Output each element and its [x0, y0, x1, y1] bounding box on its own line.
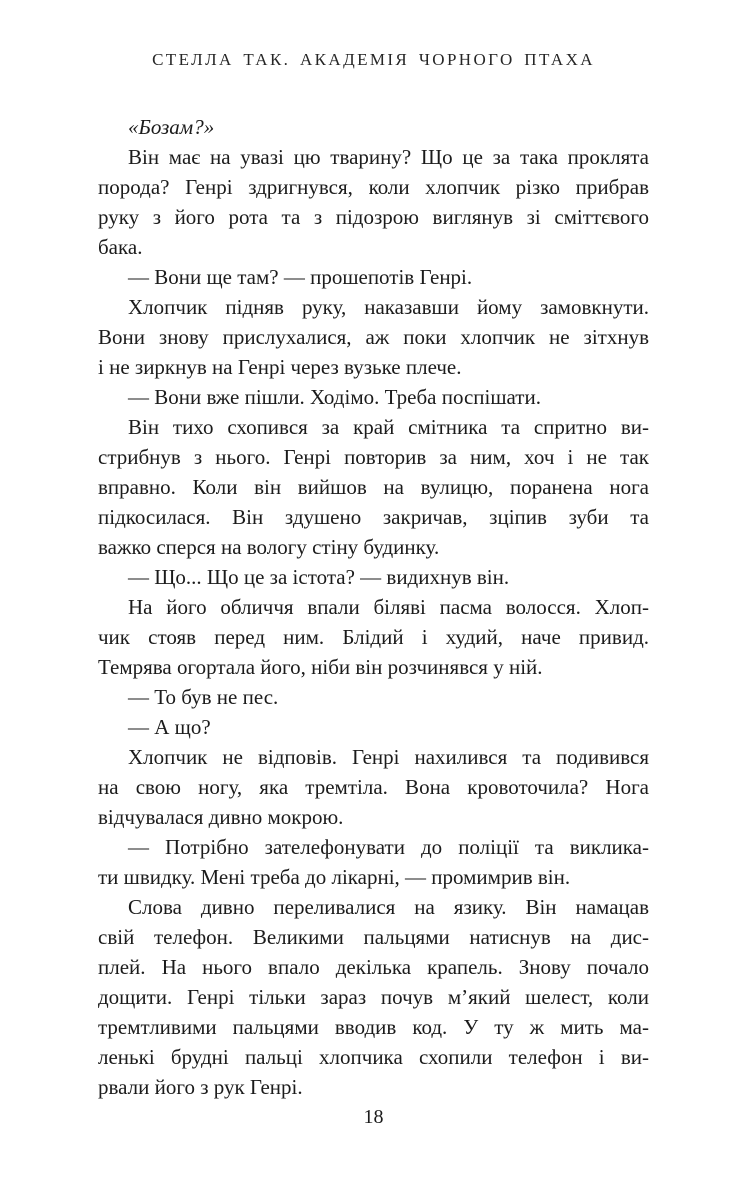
text-line: чик стояв перед ним. Блідий і худий, наче привид. — [98, 625, 649, 649]
text-line: — Що... Що це за істота? — видихнув він. — [128, 565, 510, 589]
text-line: руку з його рота та з підозрою виглянув зі сміттєвого — [98, 205, 649, 229]
text-line: Хлопчик не відповів. Генрі нахилився та подивився — [128, 745, 649, 769]
text-line: Слова дивно переливалися на язику. Він намацав — [128, 895, 649, 919]
paragraph — [98, 742, 649, 832]
paragraph — [98, 712, 649, 742]
text-line: на свою ногу, яка тремтіла. Вона кровоточила? Нога — [98, 775, 649, 799]
text-line: рвали його з рук Генрі. — [98, 1075, 303, 1099]
text-line: Він тихо схопився за край смітника та спритно ви- — [128, 415, 649, 439]
paragraph — [98, 292, 649, 382]
text-line: «Бозам?» — [128, 115, 215, 139]
paragraph — [98, 112, 649, 142]
text-line: ти швидку. Мені треба до лікарні, — промимрив він. — [98, 865, 571, 889]
text-line: підкосилася. Він здушено закричав, зціпив зуби та — [98, 505, 649, 529]
text-line: На його обличчя впали біляві пасма волосся. Хлоп- — [128, 595, 649, 619]
paragraph — [98, 562, 649, 592]
text-line: плей. На нього впало декілька крапель. Знову почало — [98, 955, 649, 979]
text-line: — А що? — [128, 715, 211, 739]
text-line: тремтливими пальцями вводив код. У ту ж мить ма- — [98, 1015, 649, 1039]
paragraph — [98, 892, 649, 1102]
text-line: вправно. Коли він вийшов на вулицю, поранена нога — [98, 475, 649, 499]
text-line: дощити. Генрі тільки зараз почув м’який шелест, коли — [98, 985, 649, 1009]
text-line: важко сперся на вологу стіну будинку. — [98, 535, 440, 559]
text-line: бака. — [98, 235, 143, 259]
text-line: Вони знову прислухалися, аж поки хлопчик не зітхнув — [98, 325, 649, 349]
text-line: — Вони вже пішли. Ходімо. Треба поспішати. — [128, 385, 541, 409]
text-line: Темрява огортала його, ніби він розчинявся у ній. — [98, 655, 543, 679]
text-line: стрибнув з нього. Генрі повторив за ним, хоч і не так — [98, 445, 649, 469]
text-block — [98, 112, 649, 1102]
paragraph — [98, 592, 649, 682]
paragraph — [98, 412, 649, 562]
text-line: відчувалася дивно мокрою. — [98, 805, 344, 829]
page-number: 18 — [363, 1106, 384, 1128]
text-line: Хлопчик підняв руку, наказавши йому замовкнути. — [128, 295, 649, 319]
text-line: Він має на увазі цю тварину? Що це за така проклята — [128, 145, 649, 169]
text-line: — Потрібно зателефонувати до поліції та виклика- — [128, 835, 649, 859]
text-line: і не зиркнув на Генрі через вузьке плече. — [98, 355, 462, 379]
paragraph — [98, 262, 649, 292]
paragraph — [98, 682, 649, 712]
running-title: СТЕЛЛА ТАК. АКАДЕМІЯ ЧОРНОГО ПТАХА — [152, 50, 595, 69]
paragraph — [98, 832, 649, 892]
paragraph — [98, 142, 649, 262]
text-line: свій телефон. Великими пальцями натиснув на дис- — [98, 925, 649, 949]
text-line: ленькі брудні пальці хлопчика схопили телефон і ви- — [98, 1045, 649, 1069]
paragraph — [98, 382, 649, 412]
text-line: порода? Генрі здригнувся, коли хлопчик різко прибрав — [98, 175, 649, 199]
text-line: — Вони ще там? — прошепотів Генрі. — [128, 265, 473, 289]
text-line: — То був не пес. — [128, 685, 279, 709]
